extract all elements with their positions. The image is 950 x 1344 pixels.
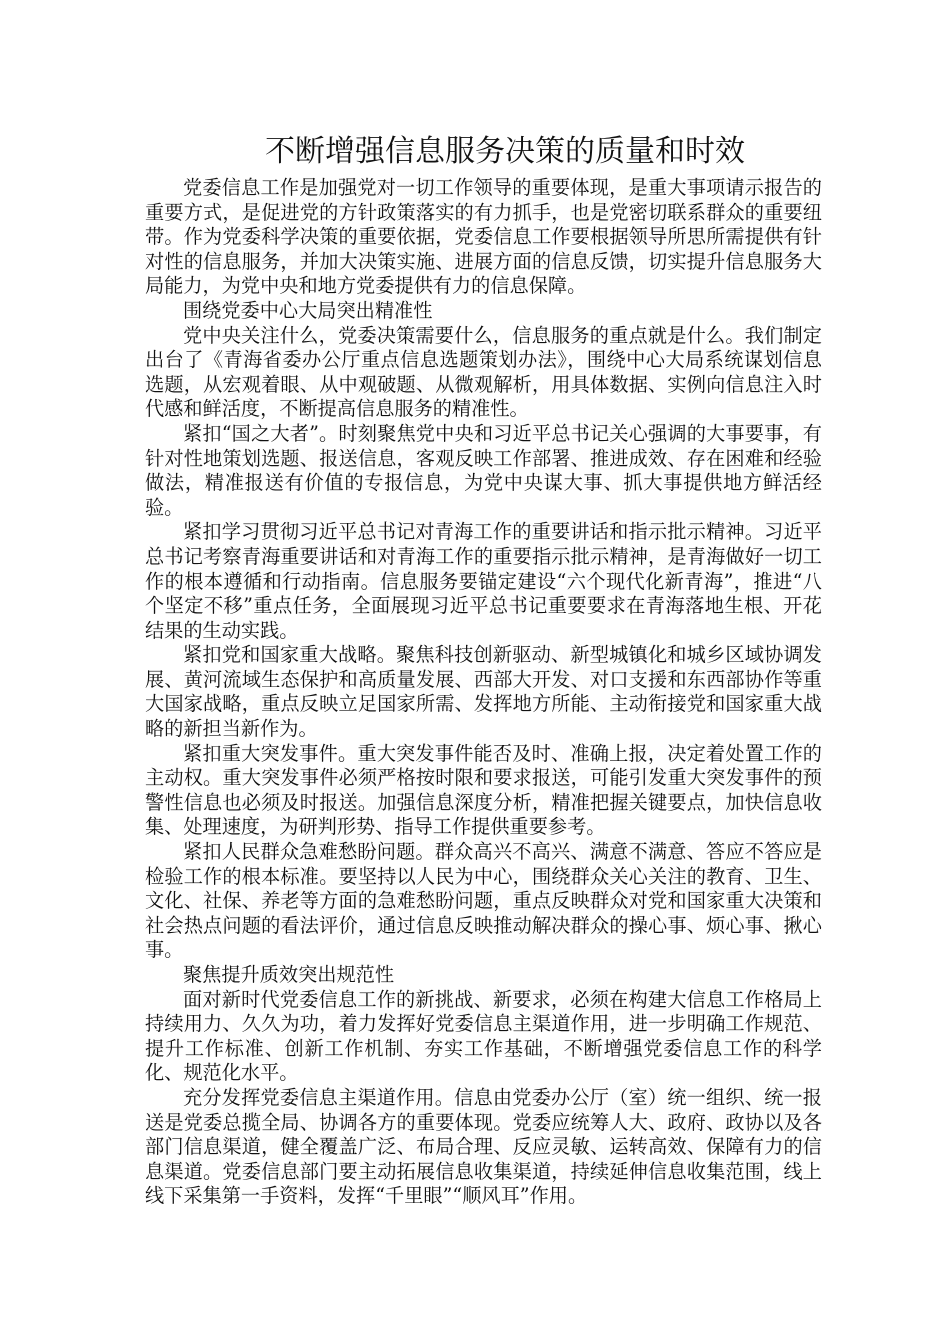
paragraph-public-concerns: 紧扣人民群众急难愁盼问题。群众高兴不高兴、满意不满意、答应不答应是检验工作的根本标准。要坚持以人民为中心，围绕群众关心关注的教育、卫生、文化、社保、养老等方面的急难愁盼问题，重点反映群众对党和国家重大决策和社会热点问题的看法评价，通过信息反映推动解决群众的操心事、烦心事、揪心事。 <box>145 840 822 962</box>
document-body <box>145 176 822 1209</box>
paragraph-national-strategy: 紧扣党和国家重大战略。聚焦科技创新驱动、新型城镇化和城乡区域协调发展、黄河流域生态保护和高质量发展、西部大开发、对口支援和东西部协作等重大国家战略，重点反映立足国家所需、发挥地方所能、主动衔接党和国家重大战略的新担当新作为。 <box>145 643 822 741</box>
paragraph-precision-overview: 党中央关注什么，党委决策需要什么，信息服务的重点就是什么。我们制定出台了《青海省委办公厅重点信息选题策划办法》，围绕中心大局系统谋划信息选题，从宏观着眼、从中观破题、从微观解析，用具体数据、实例向信息注入时代感和鲜活度，不断提高信息服务的精准性。 <box>145 323 822 421</box>
paragraph-emergencies: 紧扣重大突发事件。重大突发事件能否及时、准确上报，决定着处置工作的主动权。重大突发事件必须严格按时限和要求报送，可能引发重大突发事件的预警性信息也必须及时报送。加强信息深度分析，精准把握关键要点，加快信息收集、处理速度，为研判形势、指导工作提供重要参考。 <box>145 741 822 839</box>
section-heading-precision: 围绕党委中心大局突出精准性 <box>183 298 433 322</box>
document-title: 不断增强信息服务决策的质量和时效 <box>265 134 745 169</box>
paragraph-main-channel: 充分发挥党委信息主渠道作用。信息由党委办公厅（室）统一组织、统一报送是党委总揽全局、协调各方的重要体现。党委应统筹人大、政府、政协以及各部门信息渠道，健全覆盖广泛、布局合理、反应灵敏、运转高效、保障有力的信息渠道。党委信息部门要主动拓展信息收集渠道，持续延伸信息收集范围，线上线下采集第一手资料，发挥“千里眼”“顺风耳”作用。 <box>145 1085 822 1208</box>
paragraph-intro: 党委信息工作是加强党对一切工作领导的重要体现，是重大事项请示报告的重要方式，是促进党的方针政策落实的有力抓手，也是党密切联系群众的重要纽带。作为党委科学决策的重要依据，党委信息工作要根据领导所思所需提供有针对性的信息服务，并加大决策实施、进展方面的信息反馈，切实提升信息服务大局能力，为党中央和地方党委提供有力的信息保障。 <box>145 176 822 298</box>
section-heading-standardization: 聚焦提升质效突出规范性 <box>183 963 395 986</box>
paragraph-standardization-overview: 面对新时代党委信息工作的新挑战、新要求，必须在构建大信息工作格局上持续用力、久久为功，着力发挥好党委信息主渠道作用，进一步明确工作规范、提升工作标准、创新工作机制、夯实工作基础，不断增强党委信息工作的科学化、规范化水平。 <box>145 987 822 1085</box>
paragraph-guozhidazhe: 紧扣“国之大者”。时刻聚焦党中央和习近平总书记关心强调的大事要事，有针对性地策划选题、报送信息，客观反映工作部署、推进成效、存在困难和经验做法，精准报送有价值的专报信息，为党中央谋大事、抓大事提供地方鲜活经验。 <box>145 421 822 519</box>
paragraph-qinghai-instructions: 紧扣学习贯彻习近平总书记对青海工作的重要讲话和指示批示精神。习近平总书记考察青海重要讲话和对青海工作的重要指示批示精神，是青海做好一切工作的根本遵循和行动指南。信息服务要锚定建设“六个现代化新青海”，推进“八个坚定不移”重点任务，全面展现习近平总书记重要要求在青海落地生根、开花结果的生动实践。 <box>145 520 822 642</box>
